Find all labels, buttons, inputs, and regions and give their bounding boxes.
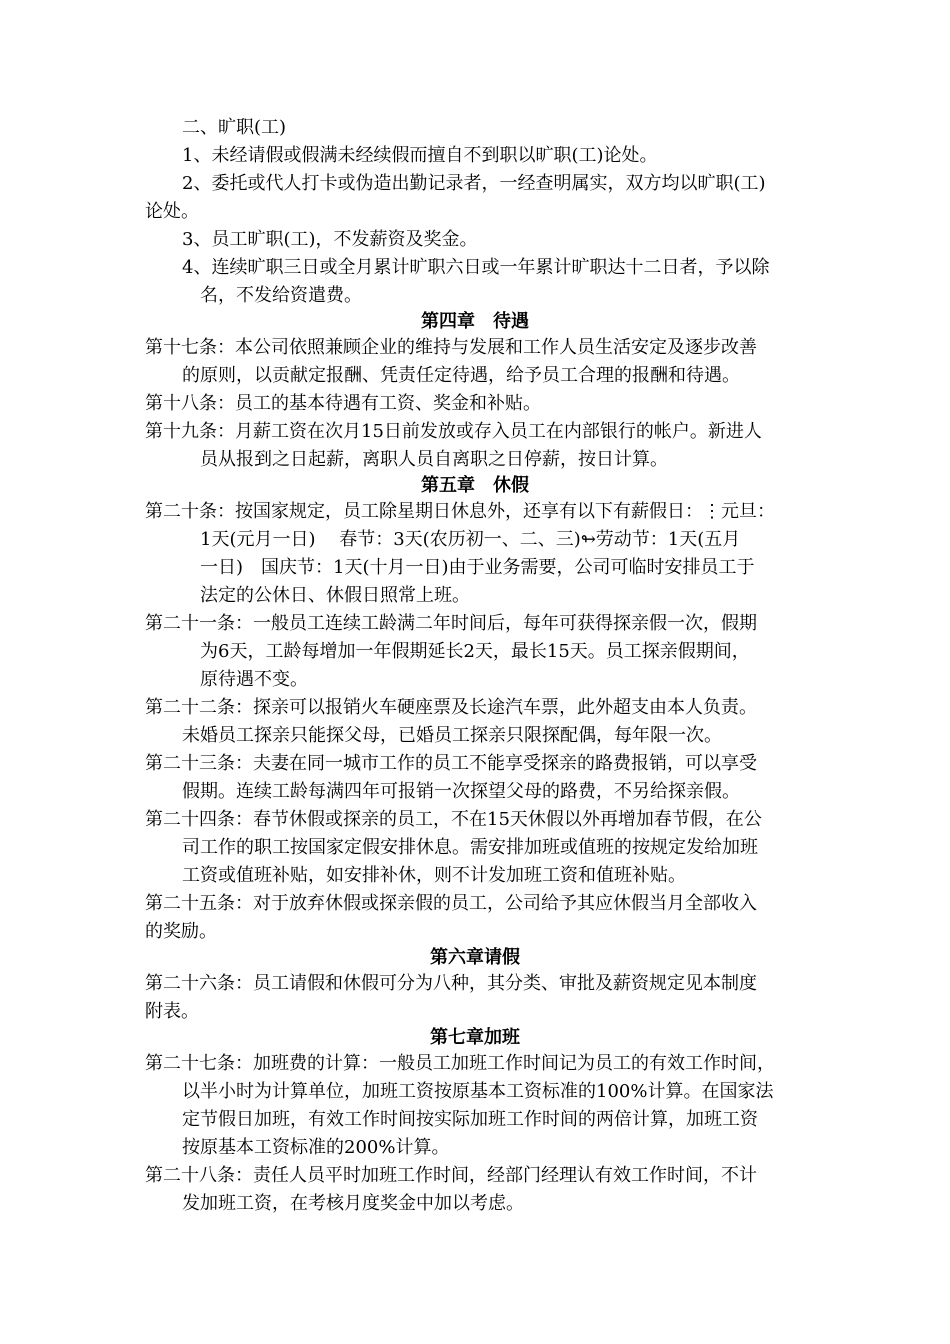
article-20-cont-3: 法定的公休日、休假日照常上班。 bbox=[200, 585, 470, 606]
article-24-cont-2: 工资或值班补贴，如安排补休，则不计发加班工资和值班补贴。 bbox=[182, 865, 686, 886]
article-25: 第二十五条：对于放弃休假或探亲假的员工，公司给予其应休假当月全部收入 bbox=[145, 893, 757, 914]
article-24-cont-1: 司工作的职工按国家定假安排休息。需安排加班或值班的按规定发给加班 bbox=[182, 837, 758, 858]
article-24: 第二十四条：春节休假或探亲的员工，不在15天休假以外再增加春节假，在公 bbox=[145, 809, 762, 830]
absence-item-2: 2、委托或代人打卡或伪造出勤记录者，一经查明属实，双方均以旷职(工) bbox=[182, 173, 766, 194]
article-26-cont: 附表。 bbox=[145, 1001, 199, 1022]
article-21: 第二十一条：一般员工连续工龄满二年时间后，每年可获得探亲假一次，假期 bbox=[145, 613, 757, 634]
article-22-cont: 未婚员工探亲只能探父母，已婚员工探亲只限探配偶，每年限一次。 bbox=[182, 725, 722, 746]
absence-item-2-cont: 论处。 bbox=[145, 201, 199, 222]
section-title-absence: 二、旷职(工) bbox=[182, 117, 287, 138]
article-27-cont-3: 按原基本工资标准的200%计算。 bbox=[182, 1137, 450, 1158]
article-23: 第二十三条：夫妻在同一城市工作的员工不能享受探亲的路费报销，可以享受 bbox=[145, 753, 757, 774]
article-21-cont-1: 为6天，工龄每增加一年假期延长2天，最长15天。员工探亲假期间， bbox=[200, 641, 750, 662]
article-28-cont: 发加班工资，在考核月度奖金中加以考虑。 bbox=[182, 1193, 524, 1214]
article-19: 第十九条：月薪工资在次月15日前发放或存入员工在内部银行的帐户。新进人 bbox=[145, 421, 762, 442]
article-26: 第二十六条：员工请假和休假可分为八种，其分类、审批及薪资规定见本制度 bbox=[145, 973, 757, 994]
chapter-7-heading: 第七章加班 bbox=[430, 1027, 520, 1048]
article-27: 第二十七条：加班费的计算：一般员工加班工作时间记为员工的有效工作时间， bbox=[145, 1053, 775, 1074]
chapter-6-heading: 第六章请假 bbox=[430, 947, 520, 968]
article-20-cont-2: 一日) 国庆节：1天(十月一日)由于业务需要，公司可临时安排员工于 bbox=[200, 557, 755, 578]
article-21-cont-2: 原待遇不变。 bbox=[200, 669, 308, 690]
absence-item-3: 3、员工旷职(工)，不发薪资及奖金。 bbox=[182, 229, 478, 250]
article-22: 第二十二条：探亲可以报销火车硬座票及长途汽车票，此外超支由本人负责。 bbox=[145, 697, 757, 718]
absence-item-1: 1、未经请假或假满未经续假而擅自不到职以旷职(工)论处。 bbox=[182, 145, 658, 166]
article-27-cont-1: 以半小时为计算单位，加班工资按原基本工资标准的100%计算。在国家法 bbox=[182, 1081, 774, 1102]
article-23-cont: 假期。连续工龄每满四年可报销一次探望父母的路费，不另给探亲假。 bbox=[182, 781, 740, 802]
absence-item-4-cont: 名，不发给资遣费。 bbox=[200, 285, 362, 306]
article-19-cont: 员从报到之日起薪，离职人员自离职之日停薪，按日计算。 bbox=[200, 449, 668, 470]
absence-item-4: 4、连续旷职三日或全月累计旷职六日或一年累计旷职达十二日者，予以除 bbox=[182, 257, 770, 278]
article-18: 第十八条：员工的基本待遇有工资、奖金和补贴。 bbox=[145, 393, 541, 414]
chapter-4-heading: 第四章 待遇 bbox=[421, 311, 529, 332]
article-25-cont: 的奖励。 bbox=[145, 921, 217, 942]
article-17: 第十七条：本公司依照兼顾企业的维持与发展和工作人员生活安定及逐步改善 bbox=[145, 337, 757, 358]
article-27-cont-2: 定节假日加班，有效工作时间按实际加班工作时间的两倍计算，加班工资 bbox=[182, 1109, 758, 1130]
chapter-5-heading: 第五章 休假 bbox=[421, 475, 529, 496]
article-17-cont: 的原则，以贡献定报酬、凭责任定待遇，给予员工合理的报酬和待遇。 bbox=[182, 365, 740, 386]
article-28: 第二十八条：责任人员平时加班工作时间，经部门经理认有效工作时间，不计 bbox=[145, 1165, 757, 1186]
article-20: 第二十条：按国家规定，员工除星期日休息外，还享有以下有薪假日：⋮元旦： bbox=[145, 501, 775, 522]
article-20-cont-1: 1天(元月一日) 春节：3天(农历初一、二、三)↬劳动节：1天(五月 bbox=[200, 529, 741, 550]
